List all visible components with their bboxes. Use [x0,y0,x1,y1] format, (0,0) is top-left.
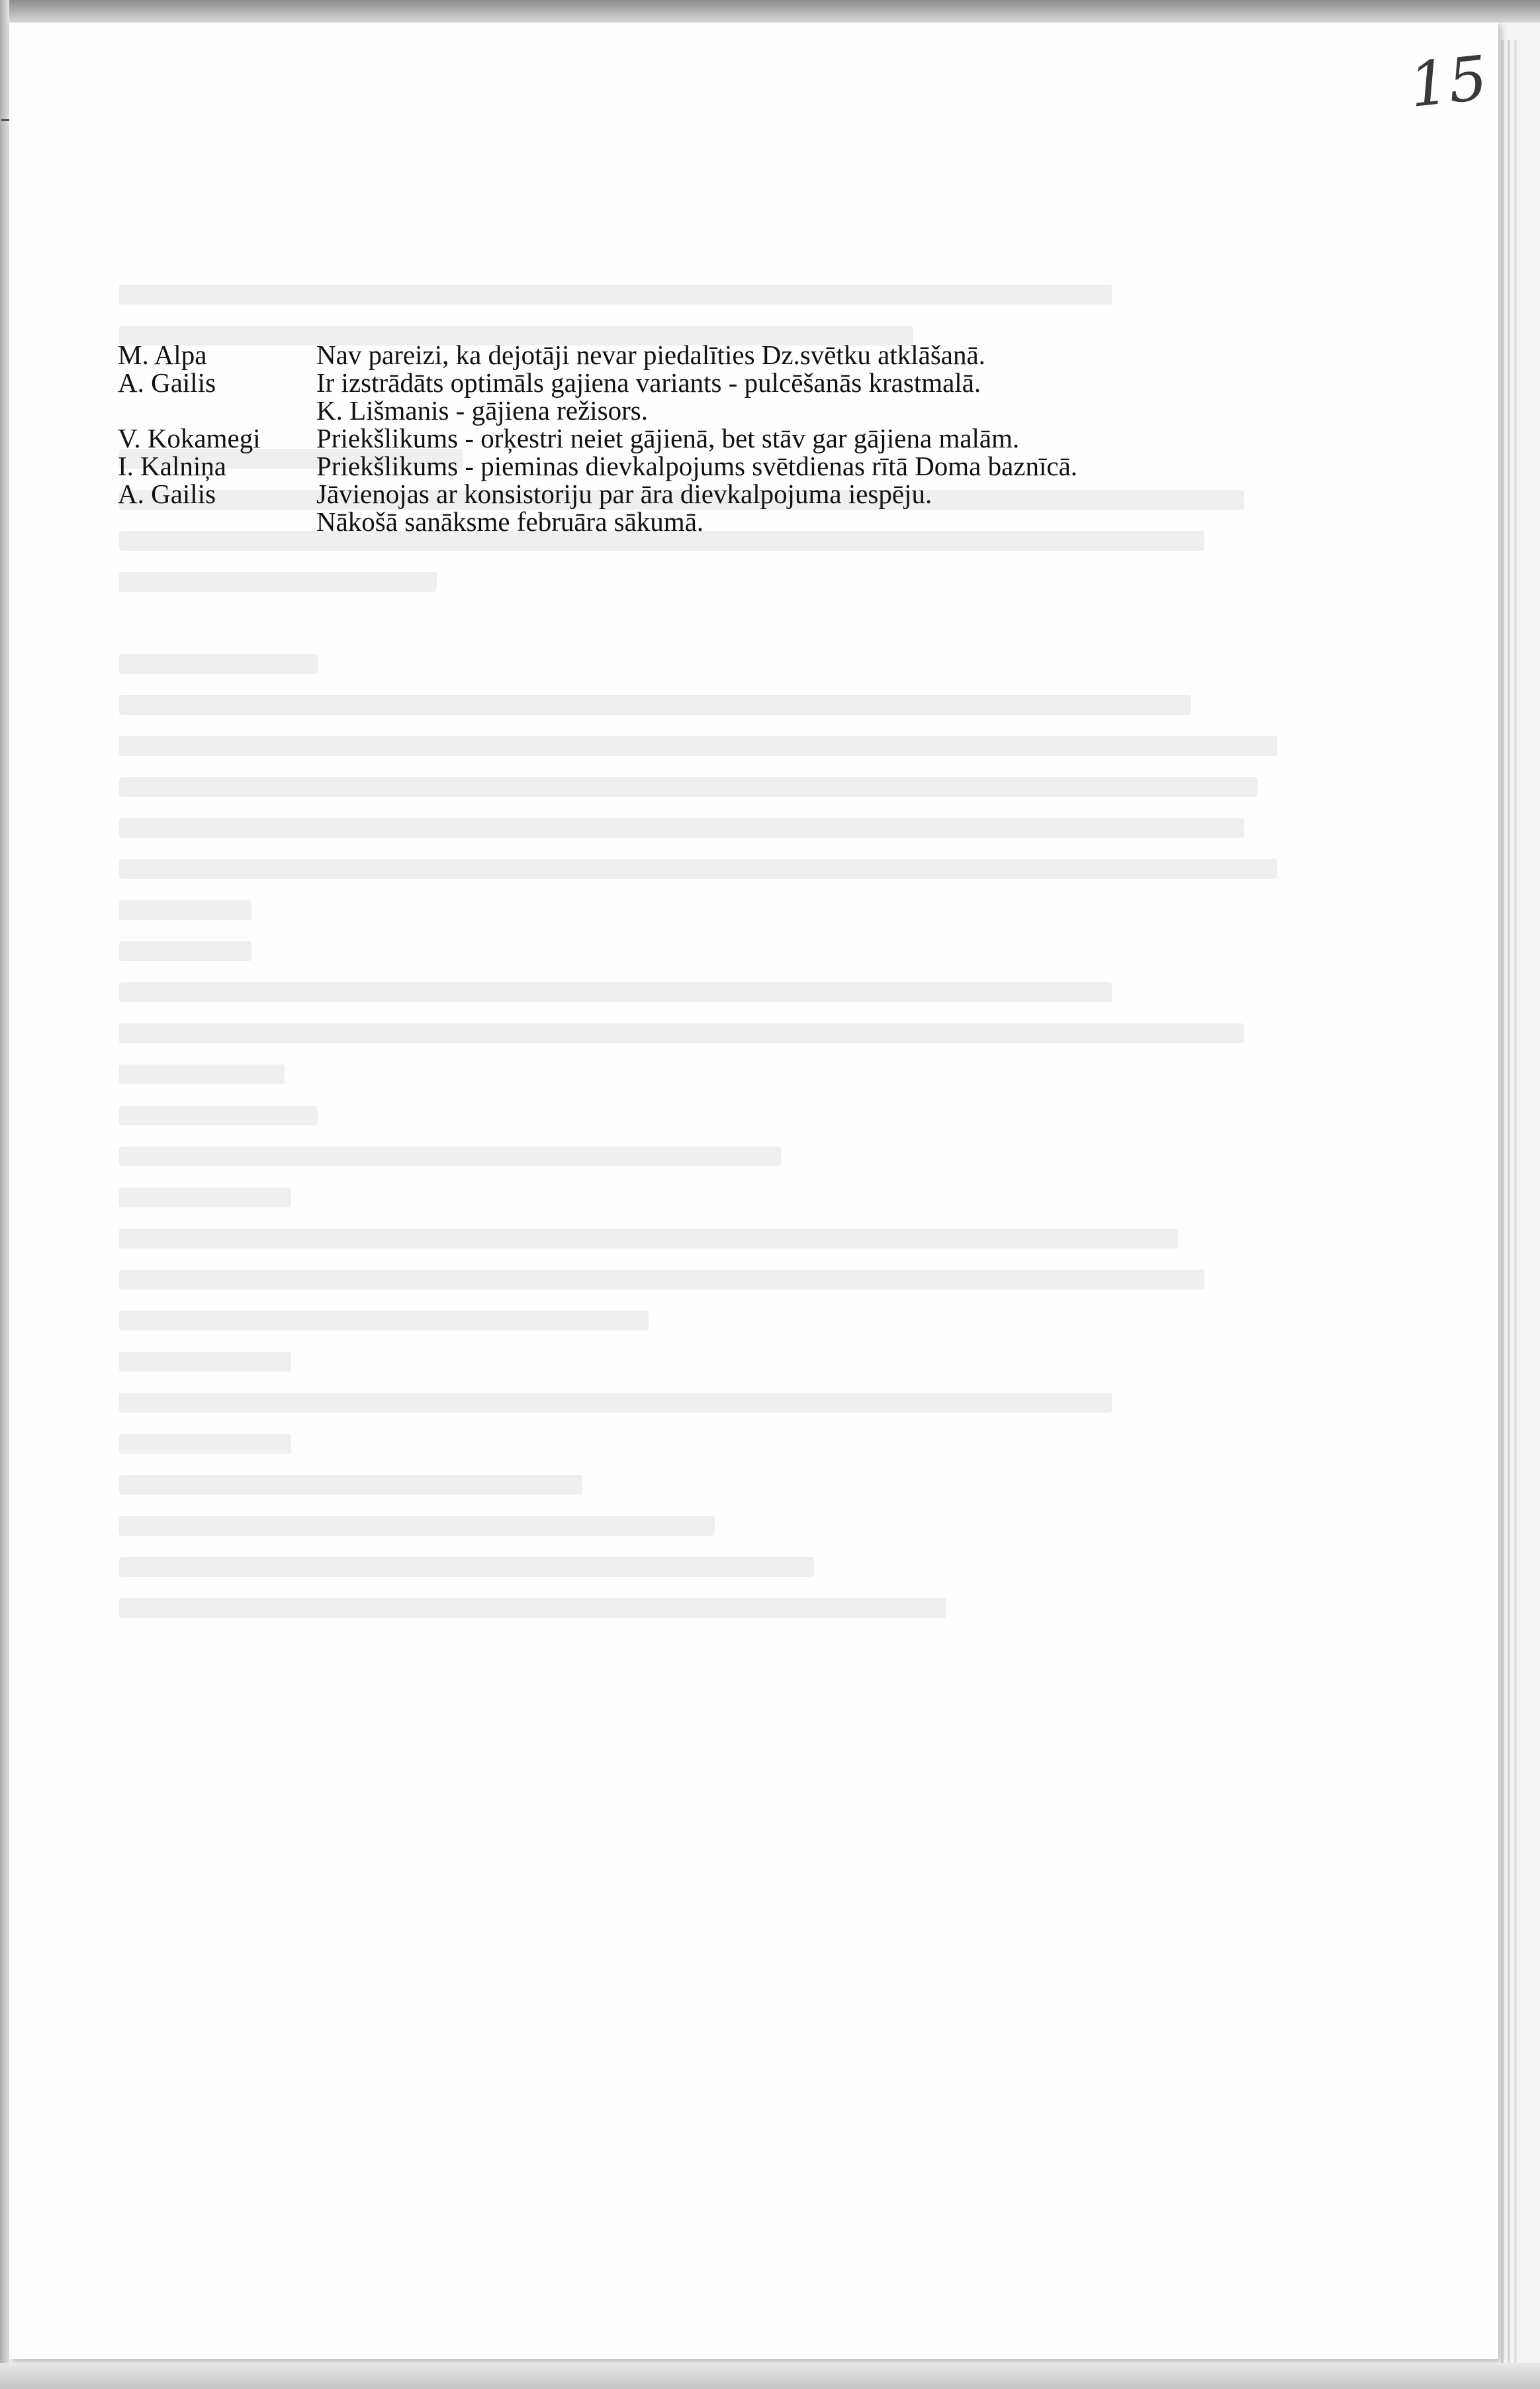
page-edge [1508,40,1510,2370]
bleed-through-line [119,1105,1310,1147]
minutes-entry [118,452,1375,480]
bleed-through-line [119,1557,1310,1598]
bleed-through-line [119,285,1310,326]
statement-text: Ir izstrādāts optimāls gajiena variants - pulcēšanās krastmalā. [316,367,981,398]
bleed-through-line [119,1393,1310,1434]
bleed-through-line [119,1023,1310,1064]
speaker-name [118,508,316,536]
scanner-top-edge [0,0,1540,23]
bleed-through-line [119,1311,1310,1352]
bleed-through-line [119,1188,1310,1229]
bleed-through-line [119,1598,1310,1639]
bleed-through-line [119,531,1310,572]
bleed-through-line [119,859,1310,900]
meeting-minutes [118,341,1375,536]
scanner-bottom-edge [0,2363,1540,2389]
bleed-through-line [119,1064,1310,1105]
bleed-through-line [119,1229,1310,1270]
bleed-through-line [119,1352,1310,1393]
bleed-through-line [119,654,1310,695]
bleed-through-line [119,900,1310,941]
page-number: 15 [1406,42,1491,121]
bleed-through-line [119,777,1310,818]
minutes-entry [118,341,1375,369]
speaker-name: A. Gailis [118,367,216,398]
bleed-through-block [119,232,1310,285]
bleed-through-line [119,941,1310,982]
page-edge [1514,40,1517,2370]
speaker-name: I. Kalniņa [118,451,226,481]
bleed-through-line [119,572,1310,613]
page-edge [1501,40,1504,2370]
statement-text: Priekšlikums - orķestri neiet gājienā, bet stāv gar gājiena malām. [316,423,1020,453]
statement-text: Jāvienojas ar konsistoriju par āra dievkalpojuma iespēju. [316,479,932,509]
minutes-entry [118,369,1375,397]
speaker-name [118,397,316,424]
statement-text: Nav pareizi, ka dejotāji nevar piedalīties Dz.svētku atklāšanā. [316,340,985,370]
bleed-through-line [119,1475,1310,1516]
statement-text: K. Lišmanis - gājiena režisors. [316,395,648,426]
statement-text: Nākošā sanāksme februāra sākumā. [316,506,704,537]
bleed-through-line [119,613,1310,654]
speaker-name: V. Kokamegi [118,423,261,453]
bleed-through-line [119,1516,1310,1557]
minutes-entry [118,508,1375,536]
speaker-name: M. Alpa [118,340,207,370]
bleed-through-line [119,1434,1310,1475]
bleed-through-line [119,982,1310,1023]
minutes-entry [118,397,1375,424]
bleed-through-line [119,695,1310,736]
bleed-through-line [119,736,1310,777]
bleed-through-line [119,1147,1310,1188]
minutes-entry [118,480,1375,508]
scanner-left-edge [0,0,9,2389]
statement-text: Priekšlikums - pieminas dievkalpojums svētdienas rītā Doma baznīcā. [316,451,1078,481]
speaker-name: A. Gailis [118,479,216,509]
bleed-through-line [119,1270,1310,1311]
bleed-through-line [119,818,1310,859]
minutes-entry [118,424,1375,452]
